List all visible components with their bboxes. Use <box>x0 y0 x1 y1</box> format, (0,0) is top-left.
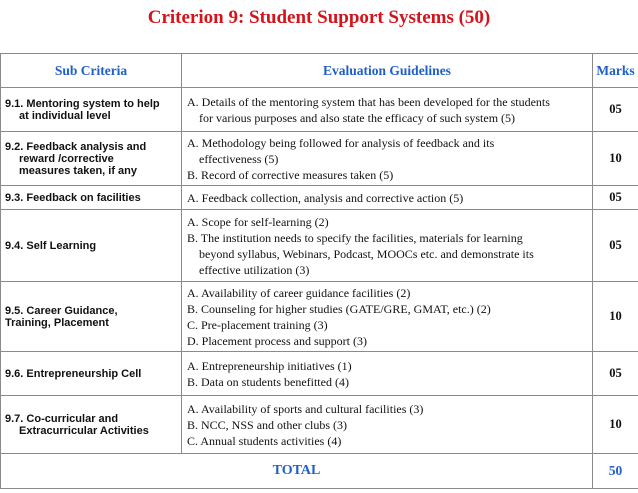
guideline-line: B. NCC, NSS and other clubs (3) <box>187 417 347 432</box>
header-sub-criteria: Sub Criteria <box>1 54 182 88</box>
guideline-cell <box>182 210 593 282</box>
guideline-line: D. Placement process and support (3) <box>187 333 367 348</box>
sub-criterion-cell <box>1 396 182 454</box>
total-label: TOTAL <box>1 454 593 489</box>
guideline-line: A. Entrepreneurship initiatives (1) <box>187 358 352 373</box>
guideline-line: B. Counseling for higher studies (GATE/GRE, GMAT, etc.) (2) <box>187 301 491 316</box>
table-row <box>1 282 638 352</box>
sub-criterion-line: Extracurricular Activities <box>19 424 149 437</box>
table-row <box>1 186 638 210</box>
header-row <box>1 54 638 88</box>
sub-criterion-line: 9.4. Self Learning <box>5 239 97 252</box>
marks-cell: 05 <box>593 88 638 132</box>
guideline-line: C. Annual students activities (4) <box>187 433 342 448</box>
guideline-cell <box>182 396 593 454</box>
guideline-line: effective utilization (3) <box>199 262 310 277</box>
table-row <box>1 210 638 282</box>
guideline-cell <box>182 88 593 132</box>
sub-criterion-line: at individual level <box>19 109 111 122</box>
table-row <box>1 396 638 454</box>
guideline-line: A. Availability of career guidance facilities (2) <box>187 285 411 300</box>
guideline-line: A. Availability of sports and cultural facilities (3) <box>187 401 424 416</box>
marks-cell: 10 <box>593 132 638 186</box>
sub-criterion-cell <box>1 88 182 132</box>
guideline-line: A. Details of the mentoring system that has been developed for the students <box>187 94 550 109</box>
guideline-line: for various purposes and also state the efficacy of such system (5) <box>199 110 516 125</box>
marks-cell: 05 <box>593 210 638 282</box>
sub-criterion-line: measures taken, if any <box>19 164 138 177</box>
sub-criterion-line: 9.7. Co-curricular and <box>5 412 119 425</box>
table-row <box>1 352 638 396</box>
guideline-line: C. Pre-placement training (3) <box>187 317 328 332</box>
guideline-line: A. Feedback collection, analysis and corrective action (5) <box>187 190 464 205</box>
total-row <box>1 454 638 489</box>
sub-criterion-line: 9.1. Mentoring system to help <box>5 97 160 110</box>
guideline-cell <box>182 132 593 186</box>
guideline-line: A. Methodology being followed for analysis of feedback and its <box>187 135 495 150</box>
sub-criterion-line: Training, Placement <box>5 316 109 329</box>
marks-cell: 05 <box>593 186 638 210</box>
marks-cell: 10 <box>593 282 638 352</box>
table-row <box>1 132 638 186</box>
sub-criterion-cell <box>1 282 182 352</box>
guideline-cell <box>182 186 593 210</box>
header-evaluation-guidelines: Evaluation Guidelines <box>182 54 593 88</box>
sub-criterion-line: 9.2. Feedback analysis and <box>5 140 147 153</box>
guideline-line: A. Scope for self-learning (2) <box>187 214 329 229</box>
table-row <box>1 88 638 132</box>
sub-criterion-line: 9.6. Entrepreneurship Cell <box>5 367 142 380</box>
page-title: Criterion 9: Student Support Systems (50) <box>147 7 491 28</box>
header-marks: Marks <box>593 54 638 88</box>
sub-criterion-line: reward /corrective <box>19 152 114 165</box>
sub-criterion-cell <box>1 210 182 282</box>
criteria-table <box>0 53 638 489</box>
total-marks: 50 <box>593 454 638 489</box>
marks-cell: 10 <box>593 396 638 454</box>
guideline-line: effectiveness (5) <box>199 151 279 166</box>
guideline-line: B. Record of corrective measures taken (5) <box>187 167 394 182</box>
guideline-cell <box>182 352 593 396</box>
sub-criterion-line: 9.5. Career Guidance, <box>5 304 118 317</box>
sub-criterion-cell <box>1 352 182 396</box>
sub-criterion-line: 9.3. Feedback on facilities <box>5 191 141 204</box>
guideline-cell <box>182 282 593 352</box>
guideline-line: beyond syllabus, Webinars, Podcast, MOOCs etc. and demonstrate its <box>199 246 534 261</box>
sub-criterion-cell <box>1 186 182 210</box>
marks-cell: 05 <box>593 352 638 396</box>
guideline-line: B. Data on students benefitted (4) <box>187 374 349 389</box>
guideline-line: B. The institution needs to specify the facilities, materials for learning <box>187 230 523 245</box>
sub-criterion-cell <box>1 132 182 186</box>
